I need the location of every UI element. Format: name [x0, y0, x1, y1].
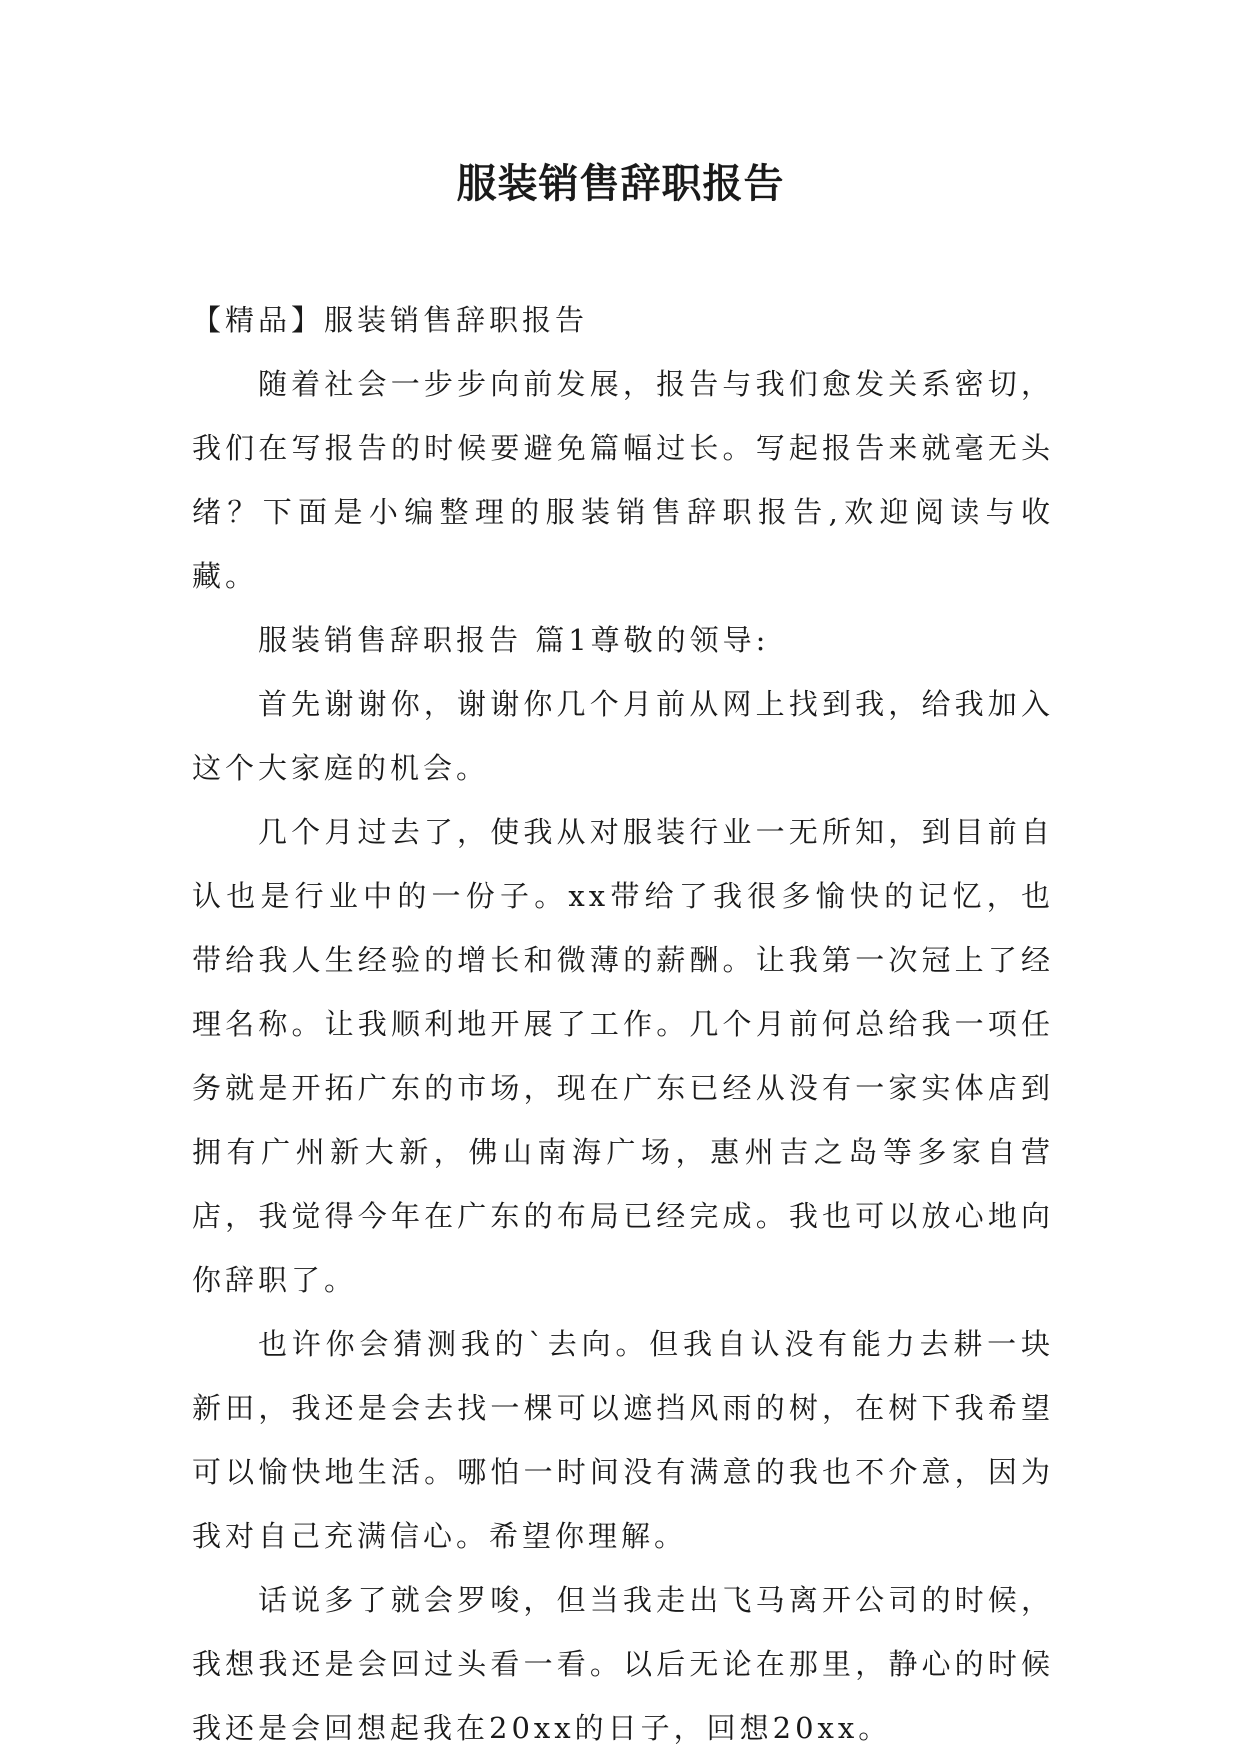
paragraph-intro: 随着社会一步步向前发展，报告与我们愈发关系密切，我们在写报告的时候要避免篇幅过长。写起报告来就毫无头绪？下面是小编整理的服装销售辞职报告,欢迎阅读与收藏。	[192, 367, 1054, 593]
document-body	[192, 288, 1054, 1760]
paragraph-future: 也许你会猜测我的`去向。但我自认没有能力去耕一块新田，我还是会去找一棵可以遮挡风雨的树，在树下我希望可以愉快地生活。哪怕一时间没有满意的我也不介意，因为我对自己充满信心。希望你理解。	[192, 1327, 1054, 1553]
document-subtitle: 【精品】服装销售辞职报告	[192, 303, 589, 337]
document-title: 服装销售辞职报告	[456, 160, 785, 207]
paragraph-experience: 几个月过去了，使我从对服装行业一无所知，到目前自认也是行业中的一份子。xx带给了我很多愉快的记忆，也带给我人生经验的增长和微薄的薪酬。让我第一次冠上了经理名称。让我顺利地开展了工作。几个月前何总给我一项任务就是开拓广东的市场，现在广东已经从没有一家实体店到拥有广州新大新，佛山南海广场，惠州吉之岛等多家自营店，我觉得今年在广东的布局已经完成。我也可以放心地向你辞职了。	[192, 815, 1054, 1297]
paragraph-thanks: 首先谢谢你，谢谢你几个月前从网上找到我，给我加入这个大家庭的机会。	[192, 687, 1054, 785]
paragraph-closing: 话说多了就会罗唆，但当我走出飞马离开公司的时候，我想我还是会回过头看一看。以后无论在那里，静心的时候我还是会回想起我在20xx的日子，回想20xx。	[192, 1583, 1054, 1745]
paragraph-salutation: 服装销售辞职报告 篇1尊敬的领导:	[258, 623, 770, 657]
